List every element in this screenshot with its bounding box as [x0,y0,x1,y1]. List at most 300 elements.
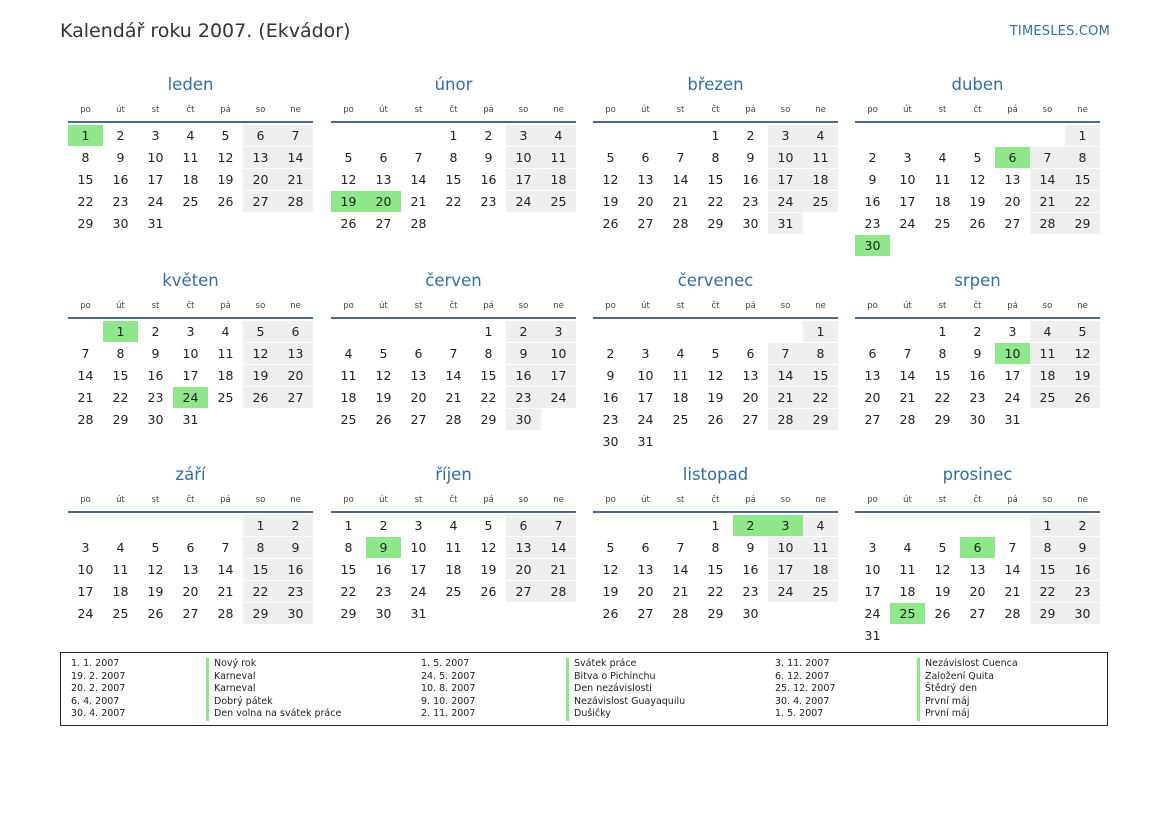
calendar-day: 11 [934,172,951,187]
legend-holiday-name: Nový rok [214,658,257,669]
weekday-label: pá [1007,105,1018,115]
calendar-day: 12 [480,540,497,555]
weekday-label: pá [483,105,494,115]
legend-dates [71,658,125,721]
calendar-day: 8 [81,150,90,165]
month-8 [855,269,1100,453]
calendar-day: 24 [637,412,654,427]
month-name: únor [434,75,473,94]
weekday-label: pá [220,495,231,505]
calendar-day: 22 [803,387,838,408]
calendar-day: 23 [375,584,392,599]
calendar-day: 30 [742,216,759,231]
calendar-day: 15 [243,559,278,580]
calendar-day: 15 [707,562,724,577]
weekday-label: po [80,105,91,115]
calendar-day: 1 [344,518,353,533]
calendar-day: 19 [969,194,986,209]
calendar-day: 11 [899,562,916,577]
month-11 [593,463,838,647]
calendar-day: 17 [147,172,164,187]
weekday-label: po [605,301,616,311]
calendar-day: 28 [217,606,234,621]
calendar-day: 22 [707,584,724,599]
calendar-day: 21 [768,387,803,408]
calendar-day: 4 [541,125,576,146]
calendar-day: 27 [742,412,759,427]
calendar-day: 11 [672,368,689,383]
calendar-day: 23 [112,194,129,209]
calendar-day: 3 [903,150,912,165]
calendar-day: 10 [768,147,803,168]
month-12 [855,463,1100,647]
weekday-label: út [641,301,650,311]
month-5 [68,269,313,453]
calendar-day: 21 [445,390,462,405]
weekday-label: ne [290,301,301,311]
holiday-day: 3 [768,515,803,536]
calendar-day: 4 [186,128,195,143]
holiday-day: 19 [331,191,366,212]
calendar-day: 20 [969,584,986,599]
calendar-day: 10 [77,562,94,577]
calendar-day: 14 [672,172,689,187]
calendar-day: 30 [112,216,129,231]
calendar-day: 28 [278,191,313,212]
calendar-day: 4 [803,125,838,146]
weekday-label: čt [711,301,720,311]
holiday-day: 2 [733,515,768,536]
calendar-day: 24 [147,194,164,209]
calendar-day: 30 [278,603,313,624]
calendar-day: 18 [182,172,199,187]
calendar-day: 15 [934,368,951,383]
calendar-day: 2 [746,128,755,143]
calendar-day: 5 [606,150,615,165]
calendar-day: 16 [147,368,164,383]
weekday-label: út [903,301,912,311]
calendar-day: 9 [868,172,877,187]
weekday-label: út [116,105,125,115]
calendar-day: 8 [449,150,458,165]
calendar-day: 26 [217,194,234,209]
weekday-label: pá [220,105,231,115]
calendar-day: 15 [707,172,724,187]
weekday-label: út [641,495,650,505]
calendar-day: 2 [973,324,982,339]
calendar-day: 21 [77,390,94,405]
month-4 [855,73,1100,257]
month-name: září [175,465,206,484]
calendar-day: 15 [77,172,94,187]
calendar-day: 19 [243,365,278,386]
calendar-day: 1 [449,128,458,143]
weekday-label: út [116,301,125,311]
weekday-label: čt [973,495,982,505]
calendar-day: 25 [1030,387,1065,408]
weekday-label: ne [1077,105,1088,115]
calendar-day: 11 [803,147,838,168]
calendar-day: 17 [541,365,576,386]
holiday-day: 6 [960,537,995,558]
calendar-day: 27 [1004,216,1021,231]
weekday-label: pá [745,495,756,505]
calendar-day: 3 [186,324,195,339]
legend-date: 2. 11. 2007 [421,708,476,720]
calendar-day: 30 [1065,603,1100,624]
legend-date: 3. 11. 2007 [775,658,830,669]
month-10 [331,463,576,647]
weekday-label: st [414,301,423,311]
calendar-day: 20 [182,584,199,599]
calendar-day: 17 [410,562,427,577]
calendar-day: 13 [637,562,654,577]
calendar-day: 2 [1065,515,1100,536]
legend-date: 6. 12. 2007 [775,670,830,682]
calendar-day: 18 [112,584,129,599]
month-name: říjen [435,465,472,484]
weekday-label: čt [186,301,195,311]
calendar-day: 17 [768,559,803,580]
calendar-day: 13 [182,562,199,577]
weekday-label: st [151,105,160,115]
calendar-day: 24 [506,191,541,212]
calendar-day: 11 [445,540,462,555]
month-6 [331,269,576,453]
calendar-day: 29 [340,606,357,621]
calendar-day: 29 [707,606,724,621]
calendar-day: 4 [1030,321,1065,342]
month-name: prosinec [942,465,1013,484]
calendar-day: 1 [1030,515,1065,536]
weekday-label: ne [1077,301,1088,311]
holiday-day: 10 [995,343,1030,364]
calendar-day: 16 [742,562,759,577]
calendar-day: 30 [742,606,759,621]
calendar-day: 14 [768,365,803,386]
calendar-day: 15 [1030,559,1065,580]
calendar-day: 7 [414,150,423,165]
calendar-day: 19 [707,390,724,405]
weekday-label: ne [815,495,826,505]
calendar-day: 20 [243,169,278,190]
legend-dates [421,658,475,721]
weekday-label: pá [745,105,756,115]
calendar-day: 27 [410,412,427,427]
calendar-day: 6 [186,540,195,555]
calendar-day: 7 [278,125,313,146]
calendar-day: 21 [672,584,689,599]
weekday-header [593,103,838,123]
weekday-label: pá [483,495,494,505]
calendar-day: 3 [641,346,650,361]
calendar-day: 29 [934,412,951,427]
calendar-day: 23 [480,194,497,209]
weekday-label: čt [711,105,720,115]
calendar-day: 27 [637,606,654,621]
weekday-label: ne [553,301,564,311]
calendar-day: 15 [803,365,838,386]
weekday-label: so [780,105,791,115]
calendar-day: 6 [414,346,423,361]
calendar-day: 21 [410,194,427,209]
calendar-day: 6 [506,515,541,536]
calendar-day: 3 [506,125,541,146]
calendar-day: 20 [637,584,654,599]
calendar-day: 31 [410,606,427,621]
calendar-day: 12 [602,562,619,577]
calendar-day: 30 [506,409,541,430]
calendar-day: 24 [410,584,427,599]
month-9 [68,463,313,647]
weekday-label: pá [1007,495,1018,505]
calendar-day: 29 [77,216,94,231]
legend-holiday-name: Den volna na svátek práce [214,708,342,720]
legend-holiday-name: Nezávislost Cuenca [925,658,1018,669]
weekday-header [855,103,1100,123]
legend-date: 6. 4. 2007 [71,695,120,707]
weekday-label: ne [815,105,826,115]
calendar-day: 26 [243,387,278,408]
weekday-label: po [605,495,616,505]
weekday-label: so [1042,105,1053,115]
legend-holiday-name: Bitva o Pichinchu [574,670,656,682]
weekday-label: út [116,495,125,505]
weekday-label: st [414,105,423,115]
calendar-day: 27 [969,606,986,621]
calendar-day: 21 [1004,584,1021,599]
legend-holiday-name: Karneval [214,670,256,682]
calendar-day: 30 [602,434,619,449]
calendar-day: 7 [449,346,458,361]
calendar-day: 19 [602,584,619,599]
calendar-day: 23 [742,194,759,209]
calendar-day: 27 [182,606,199,621]
day-grid [855,515,1100,647]
legend-dates [775,658,835,721]
calendar-day: 23 [602,412,619,427]
calendar-day: 9 [746,540,755,555]
weekday-label: út [641,105,650,115]
calendar-day: 9 [746,150,755,165]
calendar-day: 5 [973,150,982,165]
calendar-day: 2 [606,346,615,361]
calendar-day: 11 [340,368,357,383]
calendar-day: 26 [375,412,392,427]
holiday-day: 25 [890,603,925,624]
calendar-day: 22 [243,581,278,602]
calendar-day: 22 [707,194,724,209]
weekday-label: čt [186,105,195,115]
day-grid [331,125,576,257]
legend-holiday-name: Karneval [214,683,256,695]
calendar-day: 26 [602,216,619,231]
calendar-day: 19 [602,194,619,209]
calendar-day: 3 [541,321,576,342]
weekday-header [331,103,576,123]
calendar-day: 25 [217,390,234,405]
calendar-day: 23 [506,387,541,408]
calendar-day: 23 [278,581,313,602]
calendar-day: 20 [506,559,541,580]
calendar-day: 5 [243,321,278,342]
weekday-header [855,493,1100,513]
legend-date: 30. 4. 2007 [71,708,126,720]
weekday-label: st [676,495,685,505]
calendar-day: 17 [899,194,916,209]
weekday-label: pá [745,301,756,311]
calendar-day: 24 [1004,390,1021,405]
calendar-day: 16 [506,365,541,386]
day-grid [331,515,576,647]
weekday-label: pá [483,301,494,311]
weekday-label: út [379,105,388,115]
weekday-label: ne [553,105,564,115]
calendar-day: 7 [768,343,803,364]
calendar-day: 24 [768,191,803,212]
legend-holiday-name: Den nezávislosti [574,683,652,695]
calendar-day: 1 [1065,125,1100,146]
day-grid [68,515,313,647]
calendar-day: 18 [803,559,838,580]
calendar-day: 9 [278,537,313,558]
legend-names [917,658,1018,721]
weekday-label: st [938,105,947,115]
calendar-day: 10 [768,537,803,558]
legend-holiday-name: Svátek práce [574,658,637,669]
calendar-day: 25 [934,216,951,231]
calendar-day: 24 [541,387,576,408]
weekday-header [331,493,576,513]
weekday-label: pá [1007,301,1018,311]
weekday-label: pá [220,301,231,311]
calendar-day: 26 [602,606,619,621]
site-link[interactable]: TIMESLES.COM [1009,24,1110,39]
calendar-day: 28 [672,606,689,621]
calendar-day: 26 [340,216,357,231]
calendar-day: 17 [506,169,541,190]
calendar-day: 13 [375,172,392,187]
calendar-day: 24 [864,606,881,621]
calendar-day: 8 [243,537,278,558]
calendar-day: 12 [147,562,164,577]
holiday-day: 20 [366,191,401,212]
calendar-day: 22 [1065,191,1100,212]
calendar-day: 27 [637,216,654,231]
calendar-day: 6 [746,346,755,361]
calendar-day: 25 [445,584,462,599]
calendar-day: 20 [1004,194,1021,209]
calendar-day: 3 [414,518,423,533]
calendar-day: 25 [182,194,199,209]
calendar-day: 16 [969,368,986,383]
calendar-day: 12 [602,172,619,187]
weekday-header [593,299,838,319]
month-1 [68,73,313,257]
weekday-label: po [343,301,354,311]
calendar-day: 31 [768,213,803,234]
weekday-label: po [867,495,878,505]
month-name: srpen [954,271,1001,290]
calendar-day: 28 [899,412,916,427]
calendar-day: 26 [1065,387,1100,408]
month-name: duben [951,75,1004,94]
weekday-label: po [80,495,91,505]
legend-date: 1. 5. 2007 [775,708,824,720]
calendar-day: 17 [864,584,881,599]
day-grid [68,321,313,453]
weekday-label: so [255,301,266,311]
calendar-day: 7 [676,540,685,555]
calendar-day: 2 [484,128,493,143]
legend-date: 24. 5. 2007 [421,670,476,682]
legend-holiday-name: Založení Quita [925,670,994,682]
calendar-day: 11 [217,346,234,361]
weekday-label: po [867,301,878,311]
legend-date: 30. 4. 2007 [775,695,830,707]
legend-names [206,658,341,721]
calendar-day: 19 [480,562,497,577]
month-name: květen [162,271,219,290]
calendar-day: 29 [707,216,724,231]
calendar-day: 20 [864,390,881,405]
calendar-day: 7 [676,150,685,165]
calendar-day: 31 [182,412,199,427]
weekday-label: st [414,495,423,505]
calendar-day: 3 [868,540,877,555]
calendar-day: 18 [541,169,576,190]
calendar-day: 2 [506,321,541,342]
page-title: Kalendář roku 2007. (Ekvádor) [60,20,351,42]
weekday-label: st [676,105,685,115]
calendar-day: 7 [1008,540,1017,555]
day-grid [68,125,313,257]
calendar-day: 10 [899,172,916,187]
weekday-label: čt [449,495,458,505]
calendar-day: 31 [147,216,164,231]
calendar-day: 10 [410,540,427,555]
weekday-label: ne [1077,495,1088,505]
calendar-day: 10 [541,343,576,364]
calendar-day: 13 [742,368,759,383]
weekday-label: so [518,495,529,505]
calendar-day: 7 [81,346,90,361]
calendar-day: 8 [1065,147,1100,168]
calendar-day: 17 [182,368,199,383]
calendar-day: 1 [803,321,838,342]
weekday-label: st [151,301,160,311]
calendar-day: 19 [1065,365,1100,386]
legend-holiday-name: Dobrý pátek [214,695,273,707]
weekday-header [331,299,576,319]
weekday-label: út [379,301,388,311]
calendar-day: 14 [445,368,462,383]
holiday-day: 24 [173,387,208,408]
weekday-label: st [938,495,947,505]
calendar-day: 25 [340,412,357,427]
weekday-label: po [343,105,354,115]
weekday-header [68,103,313,123]
calendar-day: 4 [676,346,685,361]
calendar-day: 26 [707,412,724,427]
calendar-day: 17 [768,169,803,190]
day-grid [593,321,838,453]
calendar-day: 3 [768,125,803,146]
legend-holiday-name: První máj [925,708,970,720]
weekday-label: so [518,301,529,311]
holiday-day: 9 [366,537,401,558]
weekday-label: út [903,105,912,115]
